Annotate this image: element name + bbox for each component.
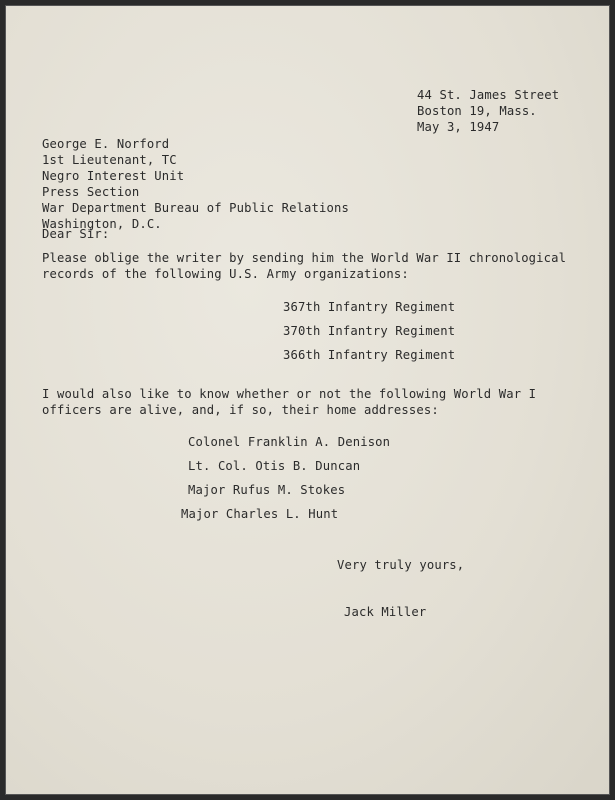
- officer-item: Major Rufus M. Stokes: [188, 483, 346, 497]
- sender-city: Boston 19, Mass.: [417, 104, 537, 118]
- regiment-item: 367th Infantry Regiment: [283, 300, 456, 314]
- letter-date: May 3, 1947: [417, 120, 500, 134]
- sender-street: 44 St. James Street: [417, 88, 560, 102]
- paragraph-request: [42, 250, 566, 282]
- paragraph-line: records of the following U.S. Army organizations:: [42, 267, 409, 281]
- recipient-address: [42, 136, 349, 232]
- signature: Jack Miller: [344, 605, 427, 619]
- paragraph-officers: [42, 386, 536, 418]
- closing: Very truly yours,: [337, 558, 465, 572]
- officer-item: Lt. Col. Otis B. Duncan: [188, 459, 361, 473]
- paragraph-line: Please oblige the writer by sending him the World War II chronological: [42, 251, 567, 265]
- salutation: Dear Sir:: [42, 227, 110, 241]
- sender-address: [417, 87, 559, 135]
- recipient-section: Press Section: [42, 185, 140, 199]
- regiment-item: 366th Infantry Regiment: [283, 348, 456, 362]
- letter-page: [5, 5, 610, 795]
- recipient-unit: Negro Interest Unit: [42, 169, 185, 183]
- recipient-name: George E. Norford: [42, 137, 170, 151]
- officer-item: Colonel Franklin A. Denison: [188, 435, 391, 449]
- recipient-location: Washington, D.C.: [42, 217, 162, 231]
- officer-item: Major Charles L. Hunt: [181, 507, 339, 521]
- paragraph-line: officers are alive, and, if so, their home addresses:: [42, 403, 439, 417]
- regiment-item: 370th Infantry Regiment: [283, 324, 456, 338]
- recipient-department: War Department Bureau of Public Relations: [42, 201, 349, 215]
- recipient-rank: 1st Lieutenant, TC: [42, 153, 177, 167]
- paragraph-line: I would also like to know whether or not the following World War I: [42, 387, 537, 401]
